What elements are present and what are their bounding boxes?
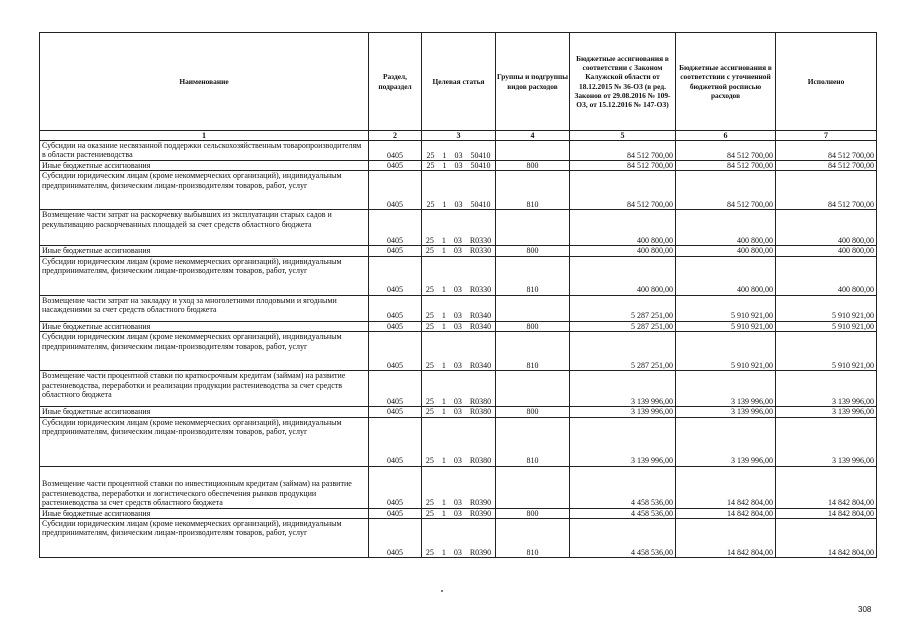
table-row bbox=[40, 256, 877, 295]
row-refined: 14 842 804,00 bbox=[676, 466, 776, 508]
row-razdel: 0405 bbox=[369, 407, 422, 417]
row-group: 810 bbox=[496, 332, 570, 371]
row-razdel: 0405 bbox=[369, 417, 422, 466]
row-law: 400 800,00 bbox=[570, 210, 676, 246]
row-refined: 14 842 804,00 bbox=[676, 508, 776, 518]
row-executed: 84 512 700,00 bbox=[776, 141, 877, 161]
row-law: 5 287 251,00 bbox=[570, 332, 676, 371]
row-refined: 5 910 921,00 bbox=[676, 321, 776, 331]
row-razdel: 0405 bbox=[369, 210, 422, 246]
header-executed: Исполнено bbox=[776, 33, 877, 131]
row-law: 4 458 536,00 bbox=[570, 466, 676, 508]
row-razdel: 0405 bbox=[369, 256, 422, 295]
row-target: 25 1 03 R0340 bbox=[422, 321, 496, 331]
row-group bbox=[496, 371, 570, 407]
page-number: 308 bbox=[858, 605, 872, 614]
budget-table bbox=[39, 32, 877, 558]
row-group bbox=[496, 295, 570, 321]
table-row bbox=[40, 161, 877, 171]
column-number-row bbox=[40, 131, 877, 141]
header-razdel: Раздел, подраздел bbox=[369, 33, 422, 131]
row-group bbox=[496, 466, 570, 508]
row-target: 25 1 03 R0380 bbox=[422, 417, 496, 466]
row-target: 25 1 03 R0390 bbox=[422, 508, 496, 518]
row-group bbox=[496, 210, 570, 246]
row-executed: 3 139 996,00 bbox=[776, 371, 877, 407]
row-executed: 400 800,00 bbox=[776, 210, 877, 246]
row-group: 800 bbox=[496, 321, 570, 331]
row-group: 800 bbox=[496, 508, 570, 518]
table-row bbox=[40, 321, 877, 331]
row-refined: 3 139 996,00 bbox=[676, 417, 776, 466]
table-row bbox=[40, 332, 877, 371]
row-law: 3 139 996,00 bbox=[570, 417, 676, 466]
row-refined: 5 910 921,00 bbox=[676, 295, 776, 321]
row-law: 84 512 700,00 bbox=[570, 141, 676, 161]
row-group: 800 bbox=[496, 246, 570, 256]
row-group: 810 bbox=[496, 171, 570, 210]
row-refined: 84 512 700,00 bbox=[676, 141, 776, 161]
row-razdel: 0405 bbox=[369, 141, 422, 161]
header-groups: Группы и подгруппы видов расходов bbox=[496, 33, 570, 131]
table-row bbox=[40, 417, 877, 466]
row-group bbox=[496, 141, 570, 161]
row-name: Иные бюджетные ассигнования bbox=[40, 508, 369, 518]
row-razdel: 0405 bbox=[369, 332, 422, 371]
row-razdel: 0405 bbox=[369, 171, 422, 210]
row-executed: 84 512 700,00 bbox=[776, 171, 877, 210]
row-razdel: 0405 bbox=[369, 246, 422, 256]
row-refined: 5 910 921,00 bbox=[676, 332, 776, 371]
row-group: 810 bbox=[496, 417, 570, 466]
row-name: Возмещение части процентной ставки по краткосрочным кредитам (займам) на развитие растениеводства, переработки и реализации продукции растениеводства за счет средств областного бюджета bbox=[40, 371, 369, 407]
row-group: 810 bbox=[496, 256, 570, 295]
row-name: Субсидии на оказание несвязанной поддержки сельскохозяйственным товаропроизводителям в области растениеводства bbox=[40, 141, 369, 161]
row-razdel: 0405 bbox=[369, 466, 422, 508]
table-row bbox=[40, 210, 877, 246]
row-refined: 400 800,00 bbox=[676, 246, 776, 256]
row-executed: 400 800,00 bbox=[776, 256, 877, 295]
row-group: 800 bbox=[496, 161, 570, 171]
row-razdel: 0405 bbox=[369, 519, 422, 558]
row-law: 3 139 996,00 bbox=[570, 371, 676, 407]
row-razdel: 0405 bbox=[369, 161, 422, 171]
column-number: 2 bbox=[369, 131, 422, 141]
row-name: Субсидии юридическим лицам (кроме некоммерческих организаций), индивидуальным предпринимателям, физическим лицам-производителям товаров, работ, услуг bbox=[40, 171, 369, 210]
row-law: 4 458 536,00 bbox=[570, 519, 676, 558]
row-name: Субсидии юридическим лицам (кроме некоммерческих организаций), индивидуальным предпринимателям, физическим лицам-производителям товаров, работ, услуг bbox=[40, 256, 369, 295]
table-row bbox=[40, 371, 877, 407]
row-refined: 3 139 996,00 bbox=[676, 407, 776, 417]
header-budget-refined: Бюджетные ассигнования в соответствии с уточненной бюджетной росписью расходов bbox=[676, 33, 776, 131]
row-name: Иные бюджетные ассигнования bbox=[40, 407, 369, 417]
row-target: 25 1 03 R0330 bbox=[422, 246, 496, 256]
header-name: Наименование bbox=[40, 33, 369, 131]
row-razdel: 0405 bbox=[369, 371, 422, 407]
column-number: 3 bbox=[422, 131, 496, 141]
row-law: 84 512 700,00 bbox=[570, 161, 676, 171]
row-name: Субсидии юридическим лицам (кроме некоммерческих организаций), индивидуальным предпринимателям, физическим лицам-производителям товаров, работ, услуг bbox=[40, 417, 369, 466]
row-name: Возмещение части затрат на раскорчевку выбывших из эксплуатации старых садов и рекультивацию раскорчеванных площадей за счет средств областного бюджета bbox=[40, 210, 369, 246]
row-executed: 5 910 921,00 bbox=[776, 332, 877, 371]
table-row bbox=[40, 508, 877, 518]
column-number: 4 bbox=[496, 131, 570, 141]
row-name: Иные бюджетные ассигнования bbox=[40, 321, 369, 331]
column-number: 7 bbox=[776, 131, 877, 141]
table-row bbox=[40, 295, 877, 321]
column-number: 1 bbox=[40, 131, 369, 141]
header-target: Целевая статья bbox=[422, 33, 496, 131]
row-target: 25 1 03 R0390 bbox=[422, 519, 496, 558]
row-executed: 14 842 804,00 bbox=[776, 508, 877, 518]
row-law: 400 800,00 bbox=[570, 246, 676, 256]
row-target: 25 1 03 50410 bbox=[422, 141, 496, 161]
row-law: 5 287 251,00 bbox=[570, 295, 676, 321]
row-executed: 14 842 804,00 bbox=[776, 519, 877, 558]
row-group: 810 bbox=[496, 519, 570, 558]
row-refined: 3 139 996,00 bbox=[676, 371, 776, 407]
row-refined: 400 800,00 bbox=[676, 256, 776, 295]
row-target: 25 1 03 R0330 bbox=[422, 256, 496, 295]
row-target: 25 1 03 R0390 bbox=[422, 466, 496, 508]
row-target: 25 1 03 R0340 bbox=[422, 332, 496, 371]
row-law: 3 139 996,00 bbox=[570, 407, 676, 417]
row-law: 5 287 251,00 bbox=[570, 321, 676, 331]
row-name: Возмещение части затрат на закладку и уход за многолетними плодовыми и ягодными насаждениями за счет средств областного бюджета bbox=[40, 295, 369, 321]
row-name: Иные бюджетные ассигнования bbox=[40, 161, 369, 171]
row-razdel: 0405 bbox=[369, 508, 422, 518]
row-target: 25 1 03 R0330 bbox=[422, 210, 496, 246]
row-group: 800 bbox=[496, 407, 570, 417]
row-target: 25 1 03 50410 bbox=[422, 171, 496, 210]
table-row bbox=[40, 246, 877, 256]
table-row bbox=[40, 407, 877, 417]
row-razdel: 0405 bbox=[369, 321, 422, 331]
row-refined: 14 842 804,00 bbox=[676, 519, 776, 558]
row-name: Субсидии юридическим лицам (кроме некоммерческих организаций), индивидуальным предпринимателям, физическим лицам-производителям товаров, работ, услуг bbox=[40, 332, 369, 371]
column-number: 5 bbox=[570, 131, 676, 141]
row-refined: 84 512 700,00 bbox=[676, 161, 776, 171]
row-name: Возмещение части процентной ставки по инвестиционным кредитам (займам) на развитие растениеводства, переработки и логистического обеспечения рынков продукции растениеводства за счет средств областного бюджета bbox=[40, 466, 369, 508]
table-row bbox=[40, 141, 877, 161]
row-executed: 5 910 921,00 bbox=[776, 321, 877, 331]
row-law: 400 800,00 bbox=[570, 256, 676, 295]
row-target: 25 1 03 R0340 bbox=[422, 295, 496, 321]
table-row bbox=[40, 171, 877, 210]
row-law: 84 512 700,00 bbox=[570, 171, 676, 210]
row-refined: 84 512 700,00 bbox=[676, 171, 776, 210]
row-name: Иные бюджетные ассигнования bbox=[40, 246, 369, 256]
table-header bbox=[40, 33, 877, 131]
row-executed: 5 910 921,00 bbox=[776, 295, 877, 321]
row-executed: 14 842 804,00 bbox=[776, 466, 877, 508]
row-target: 25 1 03 R0380 bbox=[422, 371, 496, 407]
row-name: Субсидии юридическим лицам (кроме некоммерческих организаций), индивидуальным предпринимателям, физическим лицам-производителям товаров, работ, услуг bbox=[40, 519, 369, 558]
header-budget-law: Бюджетные ассигнования в соответствии с Законом Калужской области от 18.12.2015 № 36-ОЗ (в ред. Законов от 29.08.2016 № 109-ОЗ, от 15.12.2016 № 147-ОЗ) bbox=[570, 33, 676, 131]
row-law: 4 458 536,00 bbox=[570, 508, 676, 518]
scan-speck bbox=[441, 590, 443, 592]
row-executed: 3 139 996,00 bbox=[776, 417, 877, 466]
row-razdel: 0405 bbox=[369, 295, 422, 321]
table-row bbox=[40, 466, 877, 508]
column-number: 6 bbox=[676, 131, 776, 141]
row-refined: 400 800,00 bbox=[676, 210, 776, 246]
row-executed: 400 800,00 bbox=[776, 246, 877, 256]
row-executed: 3 139 996,00 bbox=[776, 407, 877, 417]
row-target: 25 1 03 50410 bbox=[422, 161, 496, 171]
row-executed: 84 512 700,00 bbox=[776, 161, 877, 171]
table-row bbox=[40, 519, 877, 558]
row-target: 25 1 03 R0380 bbox=[422, 407, 496, 417]
